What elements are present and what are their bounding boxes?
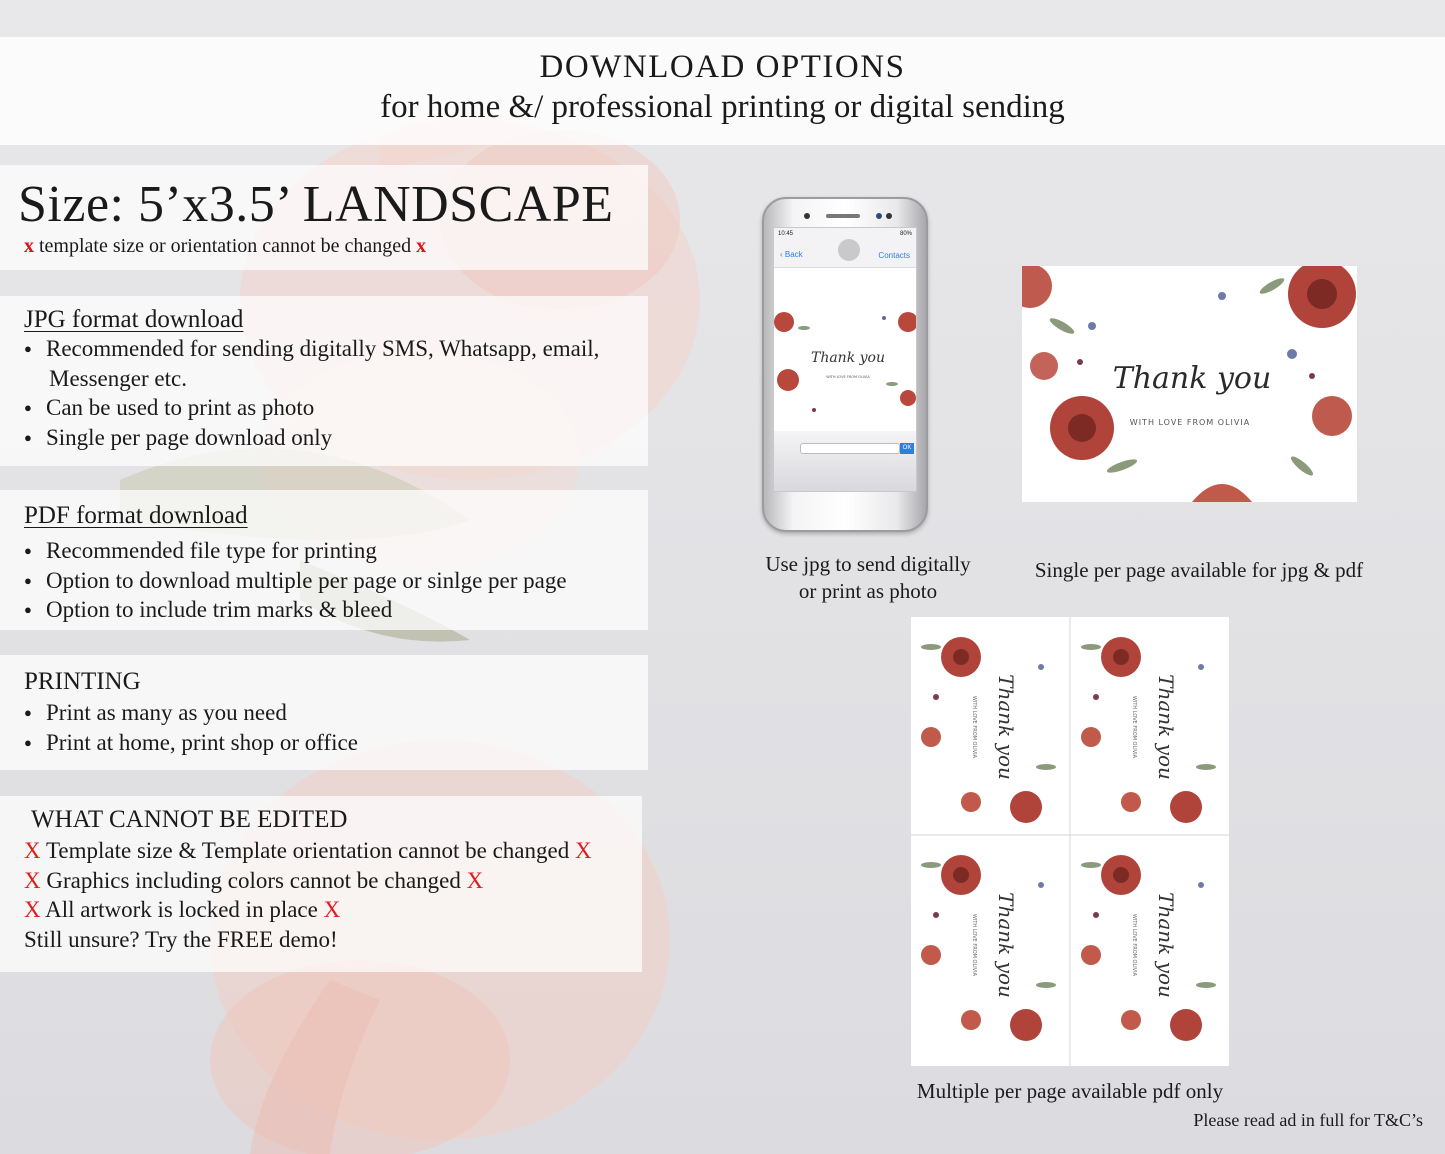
- phone-mockup: [762, 197, 928, 532]
- avatar: [838, 239, 860, 261]
- svg-text:Thank you: Thank you: [994, 892, 1018, 998]
- red-x-icon: X: [466, 867, 484, 893]
- status-time: 10:45: [778, 231, 794, 237]
- list-item: X All artwork is locked in place X: [24, 897, 341, 922]
- terms-note: Please read ad in full for T&C’s: [1193, 1110, 1423, 1130]
- not-editable-title: WHAT CANNOT BE EDITED: [31, 806, 348, 833]
- size-panel: [0, 165, 648, 270]
- list-item: ● Option to include trim marks & bleed: [24, 595, 567, 625]
- phone-caption: Use jpg to send digitally or print as photo: [765, 552, 971, 603]
- printing-panel: [0, 655, 648, 770]
- list-item: ● Option to download multiple per page or sinlge per page: [24, 566, 567, 596]
- svg-text:Thank you: Thank you: [1154, 892, 1178, 998]
- pdf-panel: [0, 490, 648, 630]
- size-note: [24, 235, 426, 258]
- phone-screen: [773, 227, 917, 492]
- single-caption: Single per page available for jpg & pdf: [1034, 558, 1364, 582]
- message-header: [774, 228, 916, 268]
- demo-line: Still unsure? Try the FREE demo!: [24, 926, 338, 952]
- page-title: DOWNLOAD OPTIONS: [539, 49, 906, 85]
- svg-text:Thank you: Thank you: [994, 674, 1018, 780]
- list-item: ● Print as many as you need: [24, 698, 358, 728]
- list-item: Messenger etc.: [49, 365, 187, 391]
- multi-card-sheet-preview: [911, 617, 1229, 1066]
- not-editable-lines: [24, 836, 592, 954]
- back-button: ‹ Back: [780, 250, 803, 259]
- list-item: X Template size & Template orientation cannot be changed X: [24, 838, 592, 863]
- list-item: ● Can be used to print as photo: [24, 393, 599, 423]
- red-x-icon: X: [24, 897, 41, 922]
- svg-text:WITH LOVE FROM OLIVIA: WITH LOVE FROM OLIVIA: [826, 375, 870, 379]
- list-item: ● Single per page download only: [24, 423, 599, 453]
- card-love-text: WITH LOVE FROM OLIVIA: [1129, 418, 1251, 427]
- printing-title: PRINTING: [24, 668, 141, 695]
- list-item: ● Recommended for sending digitally SMS, Whatsapp, email,: [24, 334, 599, 364]
- svg-text:WITH LOVE FROM OLIVIA: WITH LOVE FROM OLIVIA: [1131, 913, 1137, 977]
- jpg-panel: [0, 296, 648, 466]
- svg-text:WITH LOVE FROM OLIVIA: WITH LOVE FROM OLIVIA: [971, 913, 977, 977]
- red-x-icon: X: [323, 897, 341, 922]
- pdf-bullet-list: [24, 536, 567, 625]
- list-item: ● Recommended file type for printing: [24, 536, 567, 566]
- multiple-caption: Multiple per page available pdf only: [916, 1079, 1224, 1103]
- list-item: X Graphics including colors cannot be changed X: [24, 867, 484, 893]
- size-note-text: template size or orientation cannot be changed: [39, 235, 412, 257]
- header-banner: [0, 37, 1445, 145]
- camera-icon: [804, 213, 810, 219]
- sensor-icon: [876, 213, 882, 219]
- red-x-icon: x: [24, 235, 34, 257]
- list-item: ● Print at home, print shop or office: [24, 728, 358, 758]
- speaker-icon: [826, 214, 860, 218]
- svg-text:Thank you: Thank you: [1154, 674, 1178, 780]
- phone-card-preview: [774, 308, 917, 420]
- status-battery: 80%: [899, 231, 912, 237]
- printing-bullet-list: [24, 698, 358, 757]
- page-subtitle: for home &/ professional printing or digital sending: [380, 89, 1065, 125]
- contacts-link: Contacts: [878, 251, 910, 260]
- red-x-icon: X: [24, 867, 41, 893]
- card-script-text: Thank you: [1112, 361, 1272, 396]
- red-x-icon: X: [24, 838, 41, 863]
- message-input-area: [774, 431, 916, 491]
- ok-button: OK: [900, 443, 914, 454]
- not-editable-panel: [0, 796, 642, 972]
- red-x-icon: x: [416, 235, 427, 257]
- jpg-title: JPG format download: [24, 306, 244, 333]
- size-title: Size: 5’x3.5’ LANDSCAPE: [18, 176, 614, 233]
- svg-text:Thank you: Thank you: [810, 350, 886, 366]
- jpg-bullet-list: [24, 334, 599, 452]
- svg-text:WITH LOVE FROM OLIVIA: WITH LOVE FROM OLIVIA: [1131, 695, 1137, 759]
- message-input: [800, 443, 900, 454]
- sensor-icon: [886, 213, 892, 219]
- single-card-preview: [1022, 266, 1357, 502]
- red-x-icon: X: [574, 838, 592, 863]
- pdf-title: PDF format download: [24, 502, 248, 529]
- svg-text:WITH LOVE FROM OLIVIA: WITH LOVE FROM OLIVIA: [971, 695, 977, 759]
